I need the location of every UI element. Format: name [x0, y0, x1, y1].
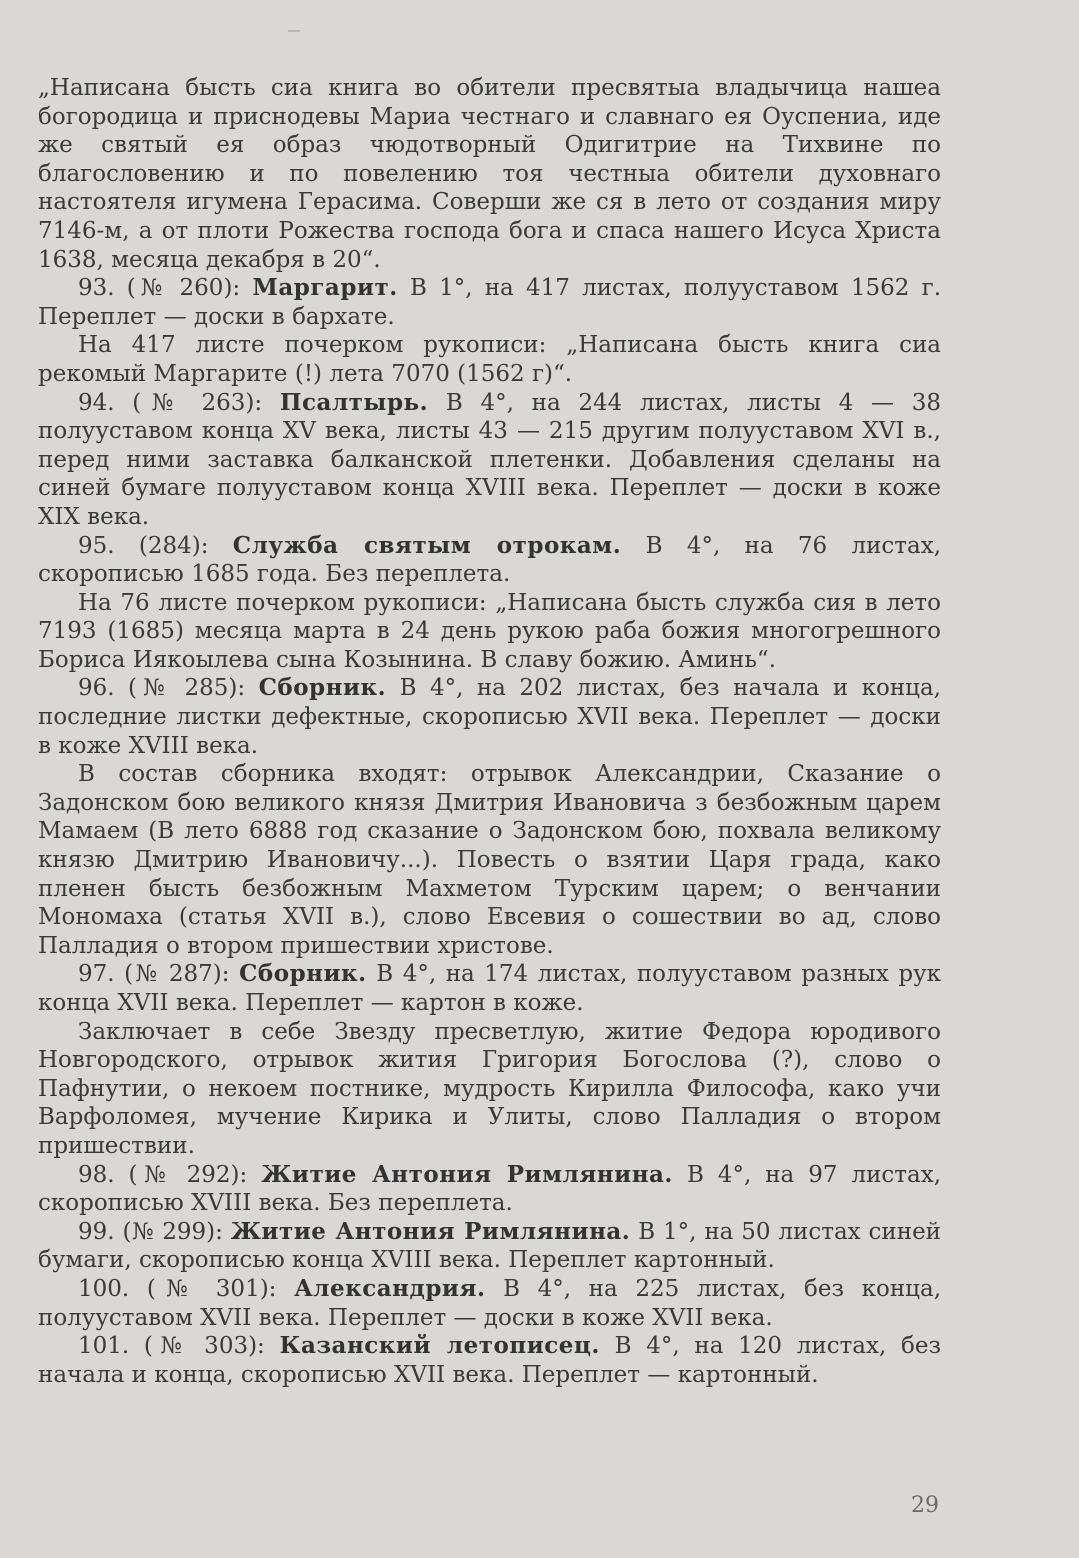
paragraph-text: В 4°, на 244 листах, листы 4 — 38 полууставом конца XV века, листы 43 — 215 другим полууставом XVI в., перед ними заставка балканской плетенки. Добавления сделаны на синей бумаге полууставом конца XVIII века. Переплет — доски в коже XIX века. [38, 389, 942, 530]
entry-title: Псалтырь. [279, 388, 429, 416]
paragraph [38, 1018, 941, 1161]
entry-number: 101. (№ 303): [78, 1333, 265, 1360]
entry-number: 97. (№ 287): [78, 961, 230, 988]
paragraph-text: В состав сборника входят: отрывок Александрии, Сказание о Задонском бою великого князя Дмитрия Ивановича з безбожным царем Мамаем (В лето 6888 год сказание о Задонском бою, похвала великому князю Дмитрию Ивановичу...). Повесть о взятии Царя града, како пленен бысть безбожным Махметом Турским царем; о венчании Мономаха (статья XVII в.), слово Евсевия о сошествии во ад, слово Палладия о втором пришествии христове. [38, 761, 941, 959]
paragraph [38, 389, 941, 532]
paragraph [38, 274, 941, 331]
paragraph-text: Заключает в себе Звезду пресветлую, житие Федора юродивого Новгородского, отрывок жития Григория Богослова (?), слово о Пафнутии, о некоем постнике, мудрость Кирилла Философа, како учи Варфоломея, мучение Кирика и Улиты, слово Палладия о втором пришествии. [38, 1018, 941, 1159]
paragraph-text: В 4°, на 174 листах, полууставом разных рук конца XVII века. Переплет — картон в коже. [38, 961, 942, 1016]
entry-title: Сборник. [258, 674, 387, 702]
document-body [38, 74, 941, 1389]
entry-number: 98. (№ 292): [78, 1161, 248, 1188]
paragraph-text: В 4°, на 76 листах, скорописью 1685 года. Без переплета. [38, 532, 942, 588]
paragraph [38, 1161, 941, 1218]
entry-title: Казанский летописец. [279, 1332, 600, 1360]
paragraph-text: На 417 листе почерком рукописи: „Написана бысть книга сиа рекомый Маргарите (!) лета 7070 (1562 г)“. [38, 332, 941, 387]
paragraph [38, 74, 941, 274]
entry-title: Сборник. [239, 960, 367, 988]
entry-title: Маргарит. [252, 274, 398, 302]
entry-title: Александрия. [294, 1274, 486, 1302]
paragraph-text: В 1°, на 417 листах, полууставом 1562 г. Переплет — доски в бархате. [38, 275, 942, 330]
paragraph [38, 674, 941, 760]
paragraph-text: В 4°, на 120 листах, без начала и конца, скорописью XVII века. Переплет — картонный. [38, 1333, 942, 1388]
paragraph [38, 1218, 941, 1275]
paragraph-text: В 4°, на 225 листах, без конца, полууставом XVII века. Переплет — доски в коже XVII века. [38, 1275, 942, 1331]
entry-number: 95. (284): [78, 532, 209, 559]
page-number: 29 [911, 1493, 939, 1518]
paragraph-text: В 1°, на 50 листах синей бумаги, скорописью конца XVIII века. Переплет картонный. [38, 1218, 942, 1274]
paragraph [38, 532, 941, 589]
paragraph [38, 1275, 941, 1332]
paragraph [38, 960, 941, 1017]
entry-number: 99. (№ 299): [78, 1218, 223, 1245]
entry-number: 100. (№ 301): [78, 1275, 277, 1302]
paragraph [38, 760, 941, 960]
paragraph [38, 1332, 941, 1389]
paragraph [38, 331, 941, 388]
entry-title: Житие Антония Римлянина. [230, 1217, 631, 1245]
paragraph-text: На 76 листе почерком рукописи: „Написана бысть служба сия в лето 7193 (1685) месяца марта в 24 день рукою раба божия многогрешного Бориса Иякоылева сына Козынина. В славу божию. Аминь“. [38, 589, 941, 673]
entry-number: 96. (№ 285): [78, 675, 246, 702]
entry-number: 94. (№ 263): [78, 389, 263, 416]
entry-title: Служба святым отрокам. [232, 531, 622, 559]
paragraph-text: „Написана бысть сиа книга во обители пресвятыа владычица нашеа богородица и приснодевы Мариа честнаго и славнаго ея Оуспениа, иде же святый ея образ чюдотворный Одигитрие на Тихвине по благословению и по повелению тоя честныа обители духовнаго настоятеля игумена Герасима. Соверши же ся в лето от создания миру 7146-м, а от плоти Рожества господа бога и спаса нашего Исуса Христа 1638, месяца декабря в 20“. [38, 75, 941, 273]
entry-number: 93. (№ 260): [78, 275, 241, 302]
page-smudge [288, 30, 300, 32]
paragraph [38, 589, 941, 675]
paragraph-text: В 4°, на 202 листах, без начала и конца, последние листки дефектные, скорописью XVII века. Переплет — доски в коже XVIII века. [38, 675, 941, 759]
paragraph-text: В 4°, на 97 листах, скорописью XVIII века. Без переплета. [38, 1161, 942, 1217]
entry-title: Житие Антония Римлянина. [261, 1160, 673, 1188]
